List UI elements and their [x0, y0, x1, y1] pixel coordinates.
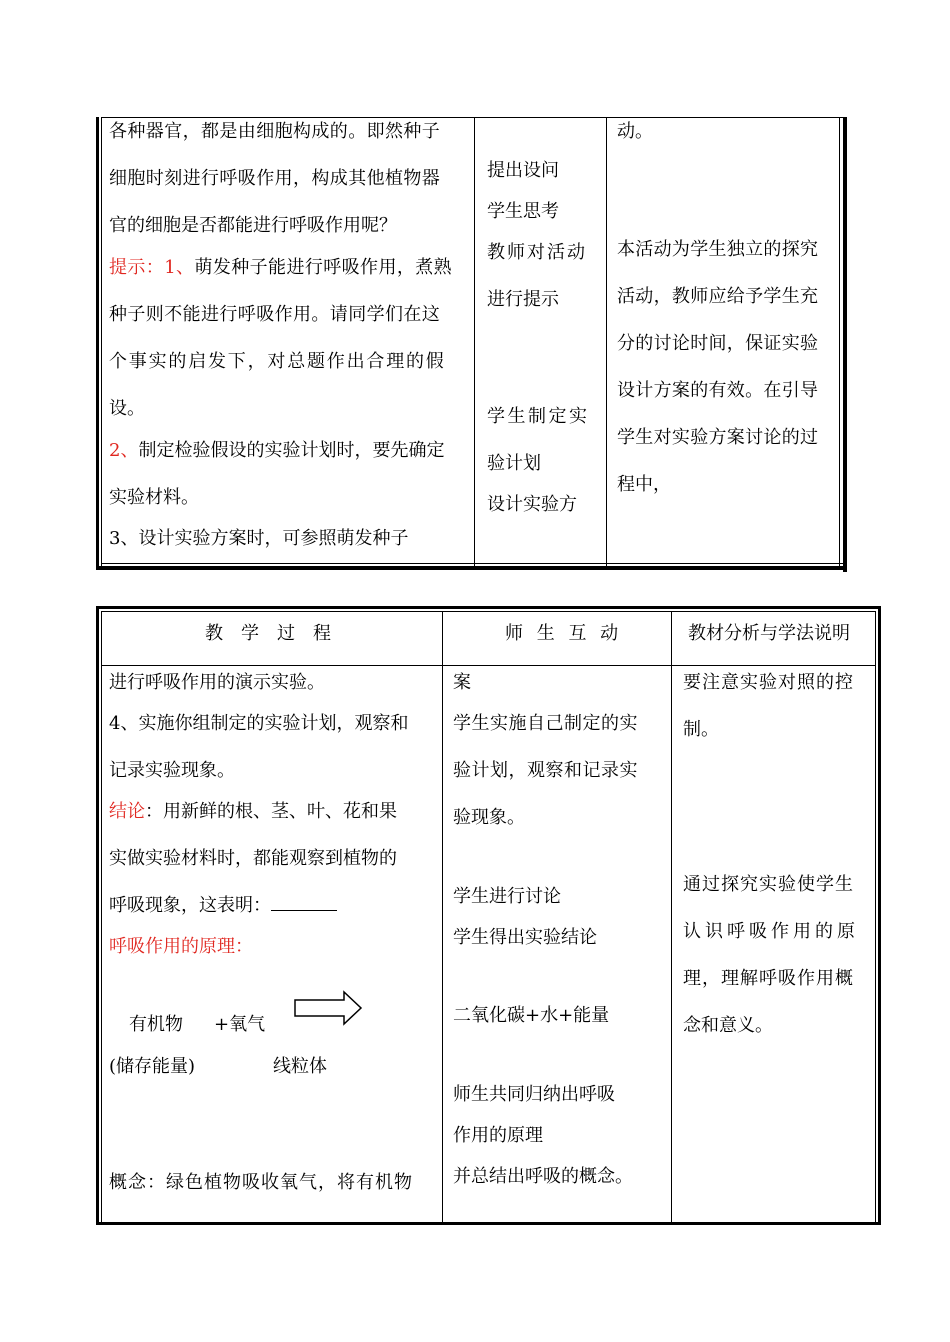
table-2-header-divider — [101, 665, 876, 666]
t2-c2-l7: 二氧化碳+水+能量 — [453, 1005, 610, 1026]
t1-c3-p3: 分的讨论时间，保证实验 — [617, 333, 819, 354]
t2-c2-l4: 验现象。 — [453, 807, 525, 828]
t1-c2-b1: 学生制定实 — [487, 406, 590, 427]
t1-c1-hint2 — [109, 440, 444, 462]
t2-c3-l2: 制。 — [683, 719, 719, 740]
t2-c2-l5: 学生进行讨论 — [453, 886, 561, 907]
table-1-inner-left — [101, 117, 102, 569]
t2-c2-l8: 师生共同归纳出呼吸 — [453, 1084, 615, 1105]
t1-c1-line2: 细胞时刻进行呼吸作用，构成其他植物器 — [109, 168, 441, 189]
table-2-inner-top — [101, 611, 876, 612]
mitochondria-label: 线粒体 — [273, 1056, 327, 1077]
table-2-col-divider-2 — [671, 611, 672, 1225]
t1-c1-line6: 个事实的启发下，对总题作出合理的假 — [109, 351, 446, 372]
t2-c1-l2: 4、实施你组制定的实验计划，观察和 — [109, 713, 409, 734]
t1-c1-line3: 官的细胞是否都能进行呼吸作用呢？ — [109, 215, 397, 236]
t1-c3-p5: 学生对实验方案讨论的过 — [617, 427, 819, 448]
table-1-left-border — [96, 117, 99, 569]
conclusion-label: 结论 — [109, 801, 145, 822]
t1-c1-line7: 设。 — [109, 398, 145, 419]
t1-c3-p1: 本活动为学生独立的探究 — [617, 239, 819, 260]
t1-c3-p2: 活动，教师应给予学生充 — [617, 286, 819, 307]
t2-c2-l9: 作用的原理 — [453, 1125, 543, 1146]
table-2-left-border — [96, 606, 99, 1225]
t1-c3-p4: 设计方案的有效。在引导 — [617, 380, 819, 401]
table-2-right-border — [878, 606, 881, 1225]
table-1-inner-right — [839, 117, 840, 569]
t2-c2-l2: 学生实施自己制定的实 — [453, 713, 638, 734]
t2-c3-l6: 念和意义。 — [683, 1015, 773, 1036]
t2-c3-l5: 理，理解呼吸作用概 — [683, 968, 854, 989]
t1-c2-a4: 进行提示 — [487, 289, 559, 310]
t2-c1-conclusion — [109, 801, 397, 823]
organic-matter-label: 有机物 — [129, 1014, 183, 1035]
t2-c3-l1: 要注意实验对照的控 — [683, 672, 854, 693]
t1-c3-top: 动。 — [617, 121, 653, 142]
stored-energy-label: (储存能量) — [109, 1056, 196, 1077]
t1-c1-line5: 种子则不能进行呼吸作用。请同学们在这 — [109, 304, 441, 325]
t1-c3-p6: 程中， — [617, 474, 671, 495]
table-1-inner-bottom — [101, 563, 843, 564]
t2-c2-l3: 验计划，观察和记录实 — [453, 760, 638, 781]
conclusion-text: ：用新鲜的根、茎、叶、花和果 — [145, 801, 397, 822]
t1-c1-line1: 各种器官，都是由细胞构成的。即然种子 — [109, 121, 441, 142]
t2-c1-l6 — [109, 895, 337, 917]
t2-c1-l1: 进行呼吸作用的演示实验。 — [109, 672, 325, 693]
table-2-col-divider-1 — [442, 611, 443, 1225]
t1-c2-a2: 学生思考 — [487, 201, 559, 222]
t2-c1-principle: 呼吸作用的原理： — [109, 936, 253, 957]
table-2-top-border — [96, 606, 881, 609]
table-1-top-line — [101, 117, 843, 118]
fill-in-blank — [271, 896, 337, 911]
reaction-arrow-icon — [294, 990, 364, 1026]
table-1-col-divider-1 — [474, 117, 475, 569]
t1-c2-a3: 教师对活动 — [487, 242, 587, 263]
table-1-right-border — [843, 117, 847, 572]
t2-c1-l5: 实做实验材料时，都能观察到植物的 — [109, 848, 397, 869]
t1-c2-b2: 验计划 — [487, 453, 541, 474]
t1-c2-a1: 提出设问 — [487, 160, 559, 181]
t2-c1-l3: 记录实验现象。 — [109, 760, 235, 781]
hint2-text: 制定检验假设的实验计划时，要先确定 — [138, 440, 445, 461]
t1-c1-line10: 3、设计实验方案时，可参照萌发种子 — [109, 528, 409, 549]
table-1-bottom-border — [96, 566, 847, 570]
hint2-num: 2、 — [109, 440, 139, 461]
t2-c2-l1: 案 — [453, 672, 471, 693]
t1-c1-line9: 实验材料。 — [109, 487, 199, 508]
l6-text: 呼吸现象，这表明： — [109, 895, 271, 916]
table-2-inner-left — [101, 611, 102, 1225]
t2-c2-l6: 学生得出实验结论 — [453, 927, 597, 948]
t2-c2-l10: 并总结出呼吸的概念。 — [453, 1166, 633, 1187]
table-2-bottom-line — [96, 1222, 881, 1225]
oxygen-label: +氧气 — [214, 1014, 266, 1035]
t1-c2-b3: 设计实验方 — [487, 494, 577, 515]
t2-c1-concept: 概念：绿色植物吸收氧气，将有机物 — [109, 1172, 413, 1193]
hint1-text: 萌发种子能进行呼吸作用，煮熟 — [194, 257, 453, 278]
header-teacher-student-interaction: 师 生 互 动 — [505, 623, 623, 644]
header-material-analysis: 教材分析与学法说明 — [688, 623, 850, 644]
table-2-inner-right — [875, 611, 876, 1225]
t2-c3-l4: 认识呼吸作用的原 — [683, 921, 859, 942]
hint-label: 提示：1、 — [109, 257, 195, 278]
t2-c3-l3: 通过探究实验使学生 — [683, 874, 854, 895]
header-teaching-process: 教 学 过 程 — [205, 623, 331, 644]
t1-c1-hint1 — [109, 257, 452, 279]
table-1-col-divider-2 — [606, 117, 607, 569]
